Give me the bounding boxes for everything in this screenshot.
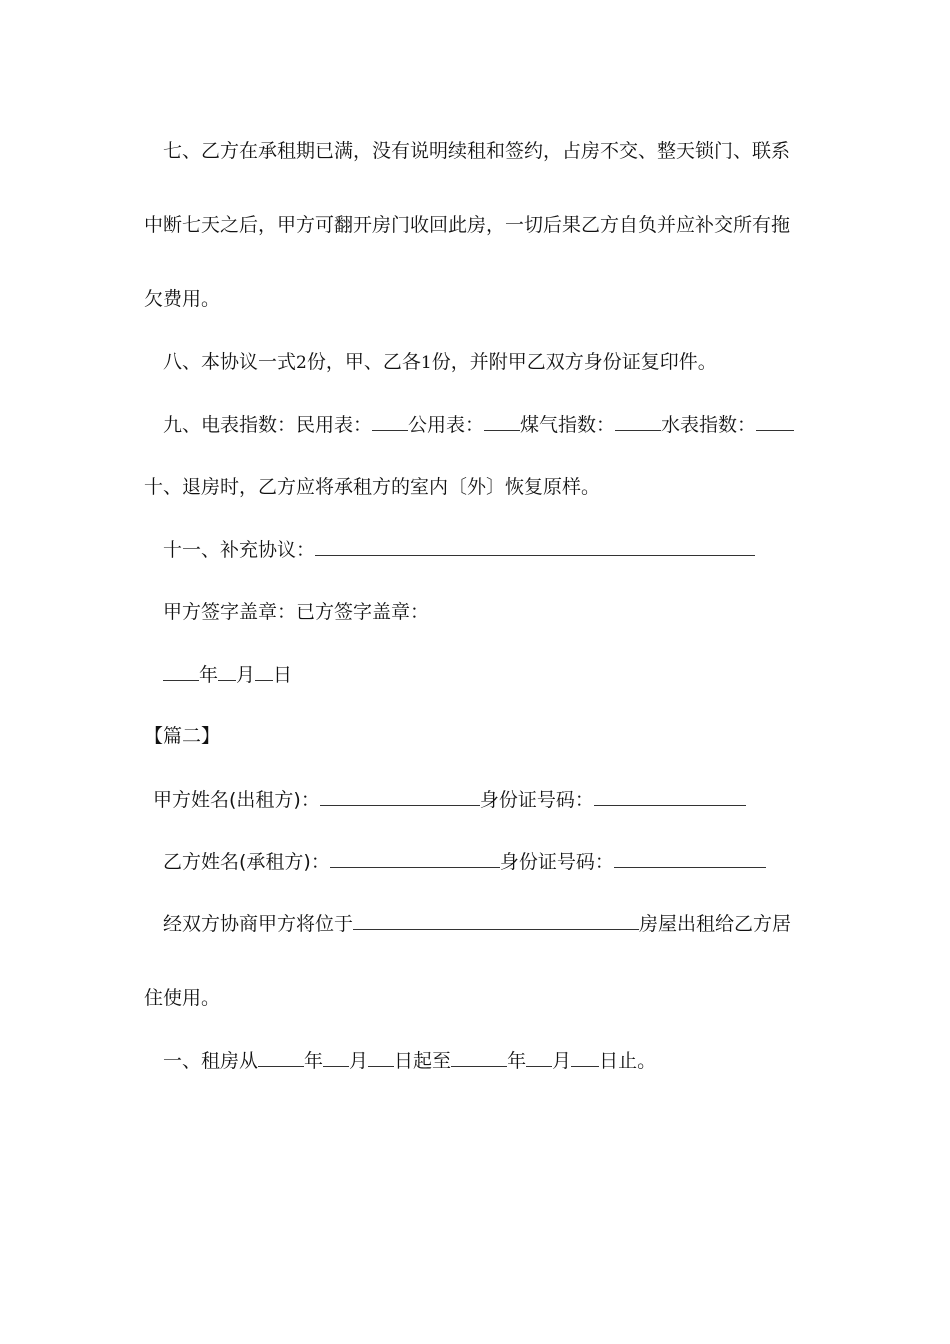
property-text-a: 经双方协商甲方将位于 bbox=[163, 913, 354, 935]
clause-7-line-3 bbox=[144, 287, 220, 311]
clause-8 bbox=[163, 350, 717, 375]
landlord-name-blank[interactable] bbox=[320, 787, 480, 806]
property-text-b: 房屋出租给乙方居 bbox=[639, 913, 792, 935]
property-address-blank[interactable] bbox=[353, 911, 639, 930]
tenant-name-blank[interactable] bbox=[330, 849, 500, 868]
tenant-name-label: 乙方姓名(承租方)： bbox=[163, 851, 330, 873]
supplementary-blank[interactable] bbox=[315, 537, 755, 556]
supplementary-label: 十一、补充协议： bbox=[163, 539, 316, 561]
water-meter-blank[interactable] bbox=[756, 412, 794, 431]
day-label: 日 bbox=[273, 664, 293, 686]
clause-9 bbox=[163, 412, 794, 437]
clause-7-line-2 bbox=[144, 213, 790, 237]
start-month-blank[interactable] bbox=[323, 1048, 349, 1067]
property-line-1 bbox=[163, 911, 791, 936]
month-blank[interactable] bbox=[218, 662, 236, 681]
date-line bbox=[163, 662, 292, 687]
landlord-name-label: 甲方姓名(出租方)： bbox=[153, 789, 320, 811]
year-blank[interactable] bbox=[163, 662, 199, 681]
signature-line bbox=[163, 600, 429, 624]
meter-civil-label: 九、电表指数：民用表： bbox=[163, 414, 373, 436]
water-meter-label: 水表指数： bbox=[661, 414, 757, 436]
end-year-label: 年 bbox=[507, 1050, 527, 1072]
clause-8-text-c: 份，并附甲乙双方身份证复印件。 bbox=[431, 351, 717, 373]
meter-public-label: 公用表： bbox=[408, 414, 485, 436]
start-year-blank[interactable] bbox=[258, 1048, 304, 1067]
gas-meter-label: 煤气指数： bbox=[520, 414, 616, 436]
end-month-label: 月 bbox=[552, 1050, 572, 1072]
property-line-2 bbox=[144, 986, 220, 1010]
lease-end-label: 日止。 bbox=[599, 1050, 657, 1072]
start-day-blank[interactable] bbox=[368, 1048, 394, 1067]
clause-8-text-b: 份，甲、乙各 bbox=[306, 351, 421, 373]
lease-from-label: 一、租房从 bbox=[163, 1050, 259, 1072]
tenant-id-label: 身份证号码： bbox=[499, 851, 614, 873]
end-year-blank[interactable] bbox=[451, 1048, 507, 1067]
clause-7-text-2: 中断七天之后，甲方可翻开房门收回此房，一切后果乙方自负并应补交所有拖 bbox=[144, 214, 791, 236]
landlord-id-label: 身份证号码： bbox=[479, 789, 594, 811]
end-day-blank[interactable] bbox=[571, 1048, 599, 1067]
tenant-line bbox=[163, 849, 766, 874]
tenant-id-blank[interactable] bbox=[614, 849, 766, 868]
signature-text: 甲方签字盖章：已方签字盖章： bbox=[163, 601, 430, 623]
clause-7-text-3: 欠费用。 bbox=[144, 288, 221, 310]
clause-7-line-1 bbox=[163, 139, 790, 163]
lease-to-label: 日起至 bbox=[394, 1050, 452, 1072]
meter-public-blank[interactable] bbox=[484, 412, 520, 431]
gas-meter-blank[interactable] bbox=[615, 412, 661, 431]
meter-civil-blank[interactable] bbox=[372, 412, 408, 431]
copies-total: 2 bbox=[296, 353, 307, 373]
start-year-label: 年 bbox=[304, 1050, 324, 1072]
landlord-line bbox=[153, 787, 746, 812]
clause-10 bbox=[144, 475, 600, 499]
section-heading-text: 【篇二】 bbox=[144, 725, 221, 747]
day-blank[interactable] bbox=[255, 662, 273, 681]
lease-term-line bbox=[163, 1048, 656, 1073]
clause-7-text-1: 七、乙方在承租期已满，没有说明续租和签约，占房不交、整天锁门、联系 bbox=[163, 140, 791, 162]
end-month-blank[interactable] bbox=[526, 1048, 552, 1067]
clause-8-text-a: 八、本协议一式 bbox=[163, 351, 297, 373]
property-text-c: 住使用。 bbox=[144, 987, 221, 1009]
copies-each: 1 bbox=[420, 353, 432, 373]
clause-11 bbox=[163, 537, 755, 562]
clause-10-text: 十、退房时，乙方应将承租方的室内〔外〕恢复原样。 bbox=[144, 476, 601, 498]
year-label: 年 bbox=[199, 664, 219, 686]
start-month-label: 月 bbox=[349, 1050, 369, 1072]
section-heading bbox=[144, 724, 220, 748]
landlord-id-blank[interactable] bbox=[594, 787, 746, 806]
month-label: 月 bbox=[236, 664, 256, 686]
